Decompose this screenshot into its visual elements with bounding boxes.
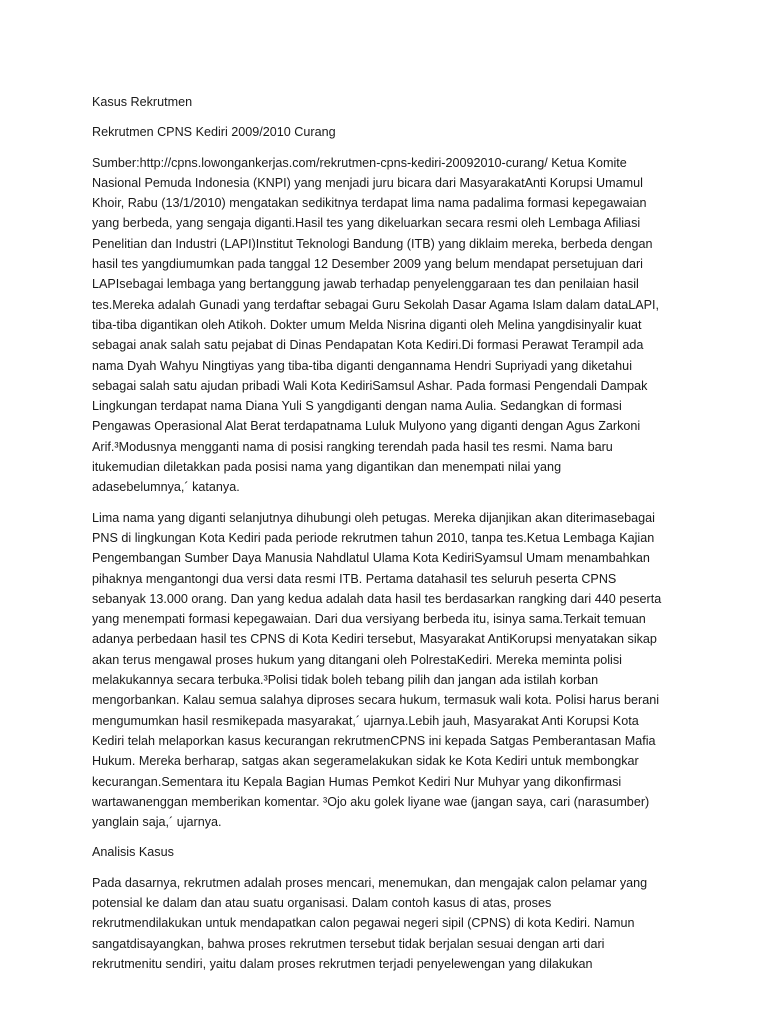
document-page: [92, 92, 682, 984]
paragraph-analysis: Pada dasarnya, rekrutmen adalah proses mencari, menemukan, dan mengajak calon pelamar yang potensial ke dalam dan atau suatu organisasi. Dalam contoh kasus di atas, proses rekrutmendilakukan untuk mendapatkan calon pegawai negeri sipil (CPNS) di kota Kediri. Namun sangatdisayangkan, bahwa proses rekrutmen tersebut tidak berjalan sesuai dengan arti dari rekrutmenitu sendiri, yaitu dalam proses rekrutmen terjadi penyelewengan yang dilakukan: [92, 875, 648, 971]
section-heading-analysis: Analisis Kasus: [92, 845, 174, 860]
document-title: Kasus Rekrutmen: [92, 95, 193, 109]
document-subtitle: Rekrutmen CPNS Kediri 2009/2010 Curang: [92, 125, 336, 140]
paragraph-followup: Lima nama yang diganti selanjutnya dihubungi oleh petugas. Mereka dijanjikan akan diterimasebagai PNS di lingkungan Kota Kediri pada periode rekrutmen tahun 2010, tanpa tes.Ketua Lembaga Kajian Pengembangan Sumber Daya Manusia Nahdlatul Ulama Kota KediriSyamsul Umam menambahkan pihaknya mengantongi dua versi data resmi ITB. Pertama datahasil tes seluruh peserta CPNS sebanyak 13.000 orang. Dan yang kedua adalah data hasil tes berdasarkan rangking dari 440 peserta yang menempati formasi kepegawaian. Dari dua versiyang berbeda itu, isinya sama.Terkait temuan adanya perbedaan hasil tes CPNS di Kota Kediri tersebut, Masyarakat AntiKorupsi menyatakan sikap akan terus mengawal proses hukum yang ditangani oleh PolrestaKediri. Mereka meminta polisi melakukannya secara terbuka.³Polisi tidak boleh tebang pilih dan jangan ada istilah korban mengorbankan. Kalau semua salahya diproses secara hukum, termasuk wali kota. Polisi harus berani mengumumkan hasil resmikepada masyarakat,´ ujarnya.Lebih jauh, Masyarakat Anti Korupsi Kota Kediri telah melaporkan kasus kecurangan rekrutmenCPNS ini kepada Satgas Pemberantasan Mafia Hukum. Mereka berharap, satgas akan segeramelakukan sidak ke Kota Kediri untuk membongkar kecurangan.Sementara itu Kepala Bagian Humas Pemkot Kediri Nur Muhyar yang dikonfirmasi wartawanenggan memberikan komentar. ³Ojo aku golek liyane wae (jangan saya, cari (narasumber) yanglain saja,´ ujarnya.: [92, 510, 662, 830]
paragraph-source-and-case: Sumber:http://cpns.lowongankerjas.com/rekrutmen-cpns-kediri-20092010-curang/ Ketua Komite Nasional Pemuda Indonesia (KNPI) yang menjadi juru bicara dari MasyarakatAnti Korupsi Umamul Khoir, Rabu (13/1/2010) mengatakan sedikitnya terdapat lima nama padalima formasi kepegawaian yang berbeda, yang sengaja diganti.Hasil tes yang dikeluarkan secara resmi oleh Lembaga Afiliasi Penelitian dan Industri (LAPI)Institut Teknologi Bandung (ITB) yang diklaim mereka, berbeda dengan hasil tes yangdiumumkan pada tanggal 12 Desember 2009 yang belum mendapat persetujuan dari LAPIsebagai lembaga yang bertanggung jawab terhadap penyelenggaraan tes dan penilaian hasil tes.Mereka adalah Gunadi yang terdaftar sebagai Guru Sekolah Dasar Agama Islam dalam dataLAPI, tiba-tiba digantikan oleh Atikoh. Dokter umum Melda Nisrina diganti oleh Melina yangdisinyalir kuat sebagai anak salah satu pejabat di Dinas Pendapatan Kota Kediri.Di formasi Perawat Terampil ada nama Dyah Wahyu Ningtiyas yang tiba-tiba diganti dengannama Hendri Supriyadi yang diketahui sebagai salah satu ajudan pribadi Wali Kota KediriSamsul Ashar. Pada formasi Pengendali Dampak Lingkungan terdapat nama Diana Yuli S yangdiganti dengan nama Aulia. Sedangkan di formasi Pengawas Operasional Alat Berat terdapatnama Luluk Mulyono yang diganti dengan Agus Zarkoni Arif.³Modusnya mengganti nama di posisi rangking terendah pada hasil tes resmi. Nama baru itukemudian diletakkan pada posisi nama yang digantikan dan menempati nilai yang adasebelumnya,´ katanya.: [92, 155, 660, 495]
